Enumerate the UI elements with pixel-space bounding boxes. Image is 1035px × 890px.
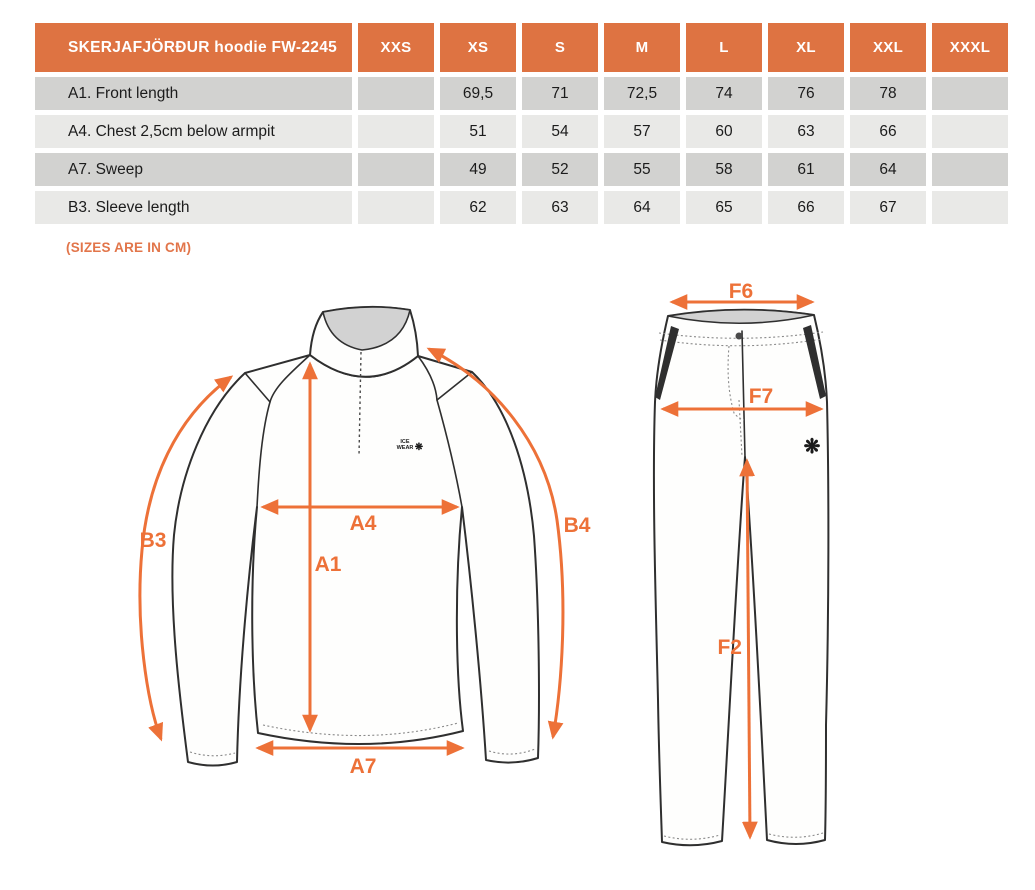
row-label-chest: A4. Chest 2,5cm below armpit [35,115,352,148]
size-value-cell [358,115,434,148]
snowflake-icon: ❋ [414,442,424,453]
row-label-front-length: A1. Front length [35,77,352,110]
snowflake-icon: ❋ [803,436,821,458]
size-value-cell: 78 [850,77,926,110]
size-value-cell: 69,5 [440,77,516,110]
label-a7: A7 [349,755,377,778]
pants-outline [654,310,828,846]
size-value-cell [932,153,1008,186]
size-value-cell [932,115,1008,148]
size-value-cell [358,191,434,224]
hoodie-brand-text: ICE [400,439,410,445]
size-header-xxl: XXL [850,23,926,72]
size-header-xxs: XXS [358,23,434,72]
size-value-cell [932,191,1008,224]
measurement-diagrams [0,270,1035,890]
row-label-sleeve-length: B3. Sleeve length [35,191,352,224]
size-value-cell [358,77,434,110]
label-f2: F2 [717,636,742,659]
size-header-s: S [522,23,598,72]
size-header-xxxl: XXXL [932,23,1008,72]
row-label-sweep: A7. Sweep [35,153,352,186]
label-b4: B4 [563,514,591,537]
label-f7: F7 [748,385,774,408]
size-value-cell: 74 [686,77,762,110]
size-value-cell: 61 [768,153,844,186]
hoodie-diagram [140,307,591,778]
size-header-xl: XL [768,23,844,72]
size-value-cell: 60 [686,115,762,148]
size-value-cell: 64 [850,153,926,186]
size-value-cell: 72,5 [604,77,680,110]
label-b3: B3 [139,529,167,552]
waist-button [736,333,743,340]
size-value-cell [358,153,434,186]
size-value-cell: 58 [686,153,762,186]
label-f6: F6 [728,280,754,303]
size-value-cell: 66 [850,115,926,148]
size-value-cell: 49 [440,153,516,186]
size-value-cell [932,77,1008,110]
size-value-cell: 62 [440,191,516,224]
size-value-cell: 51 [440,115,516,148]
size-value-cell: 52 [522,153,598,186]
size-value-cell: 67 [850,191,926,224]
size-value-cell: 66 [768,191,844,224]
pants-diagram [654,280,828,845]
size-value-cell: 55 [604,153,680,186]
size-value-cell: 76 [768,77,844,110]
size-value-cell: 57 [604,115,680,148]
size-value-cell: 63 [768,115,844,148]
size-header-xs: XS [440,23,516,72]
size-value-cell: 54 [522,115,598,148]
size-value-cell: 71 [522,77,598,110]
size-value-cell: 63 [522,191,598,224]
label-a4: A4 [349,512,377,535]
hoodie-brand-text: WEAR [396,445,414,451]
size-header-l: L [686,23,762,72]
label-a1: A1 [314,553,342,576]
size-value-cell: 65 [686,191,762,224]
size-table [35,23,1008,224]
sizes-unit-note: (SIZES ARE IN CM) [66,240,192,255]
size-header-m: M [604,23,680,72]
hoodie-outline [172,355,539,766]
table-title: SKERJAFJÖRÐUR hoodie FW-2245 [35,23,352,72]
size-value-cell: 64 [604,191,680,224]
